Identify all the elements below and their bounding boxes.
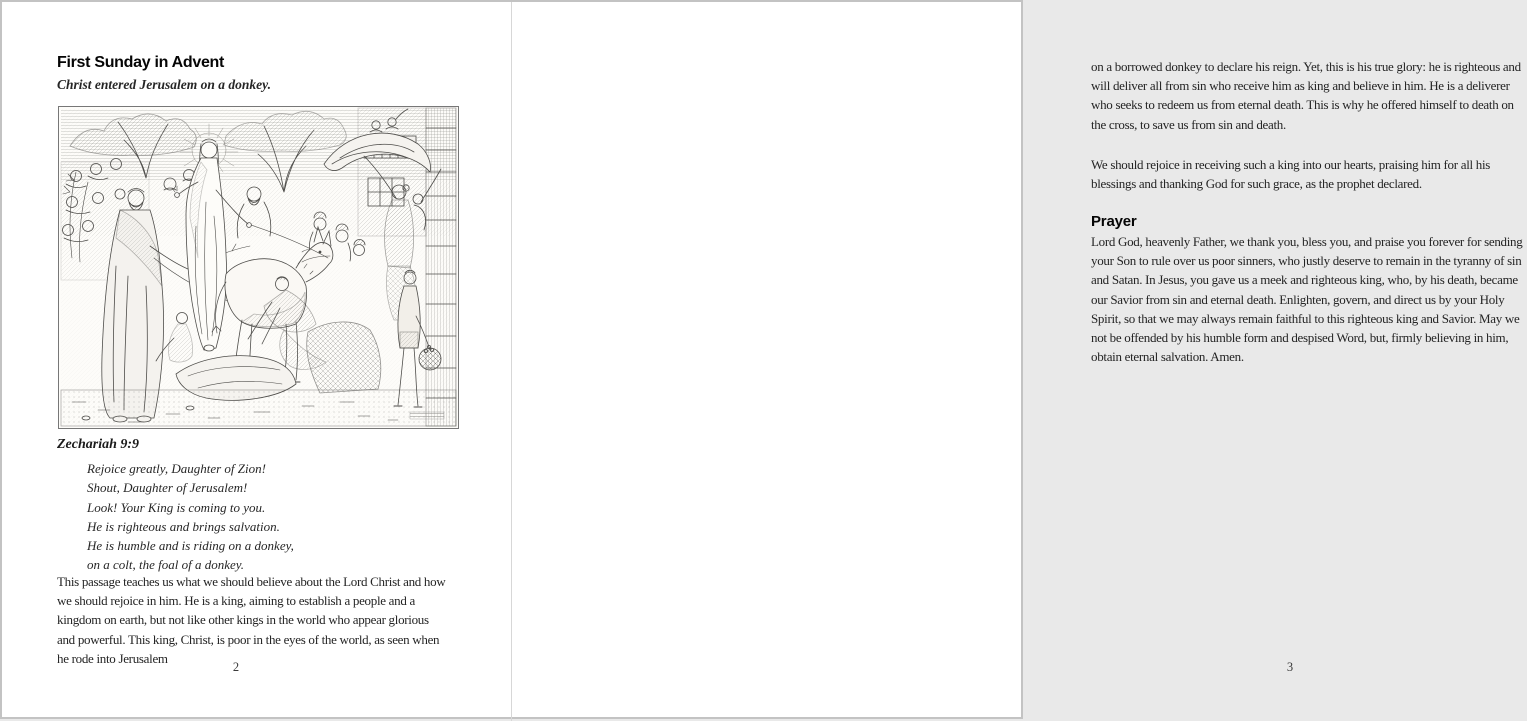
illustration-entry-into-jerusalem (58, 106, 459, 429)
scripture-poem (87, 459, 294, 575)
poem-line: He is humble and is riding on a donkey, (87, 538, 294, 554)
poem-line: Shout, Daughter of Jerusalem! (87, 480, 248, 496)
poem-line: Look! Your King is coming to you. (87, 499, 266, 515)
engraving-kneeling-figure-dark (307, 322, 381, 393)
prayer-paragraph: Lord God, heavenly Father, we thank you, bless you, and praise you forever for sending your Son to rule over us poor sinners, who justly deserve to remain in the tyranny of sin and Satan. In Jesus, you gave us a meek and righteous king, who, by his death, became our Savior from sin and eternal death. Enlighten, govern, and direct us by your Holy Spirit, so that we may always remain faithful to this righteous king and Savior. May we not be offended by his humble form and despised Word, but, firmly believing in him, obtain eternal salvation. Amen. (1091, 234, 1523, 365)
page-left (2, 2, 511, 717)
page-number-right: 3 (1286, 660, 1294, 674)
poem-line: He is righteous and brings salvation. (87, 518, 280, 534)
left-body-paragraph: This passage teaches us what we should believe about the Lord Christ and how we should rejoice in him. He is a king, aiming to establish a people and a kingdom on earth, but not like other kings in the world who appear glorious and powerful. This king, Christ, is poor in the eyes of the world, as seen when he rode into Jerusalem (57, 574, 446, 666)
page-right (512, 2, 1523, 717)
scripture-heading: Zechariah 9:9 (57, 437, 140, 452)
page-number-left: 2 (232, 660, 240, 674)
right-paragraph-2: We should rejoice in receiving such a king into our hearts, praising him for all his blessings and thanking God for such grace, as the prophet declared. (1091, 157, 1491, 192)
poem-line: Rejoice greatly, Daughter of Zion! (87, 461, 266, 476)
engraving-ground (61, 390, 456, 426)
right-paragraph-1: on a borrowed donkey to declare his reign. Yet, this is his true glory: he is righteous and will deliver all from sin who receive him as king and believe in him. He is a deliverer who seeks to redeem us from eternal death. This is why he offered himself to death on the cross, to save us from sin and death. (1091, 59, 1521, 132)
poem-line: on a colt, the foal of a donkey. (87, 557, 245, 573)
engraving-signature (410, 412, 444, 419)
chapter-title: First Sunday in Advent (57, 54, 225, 71)
prayer-heading: Prayer (1091, 213, 1137, 230)
chapter-subtitle: Christ entered Jerusalem on a donkey. (57, 77, 272, 92)
